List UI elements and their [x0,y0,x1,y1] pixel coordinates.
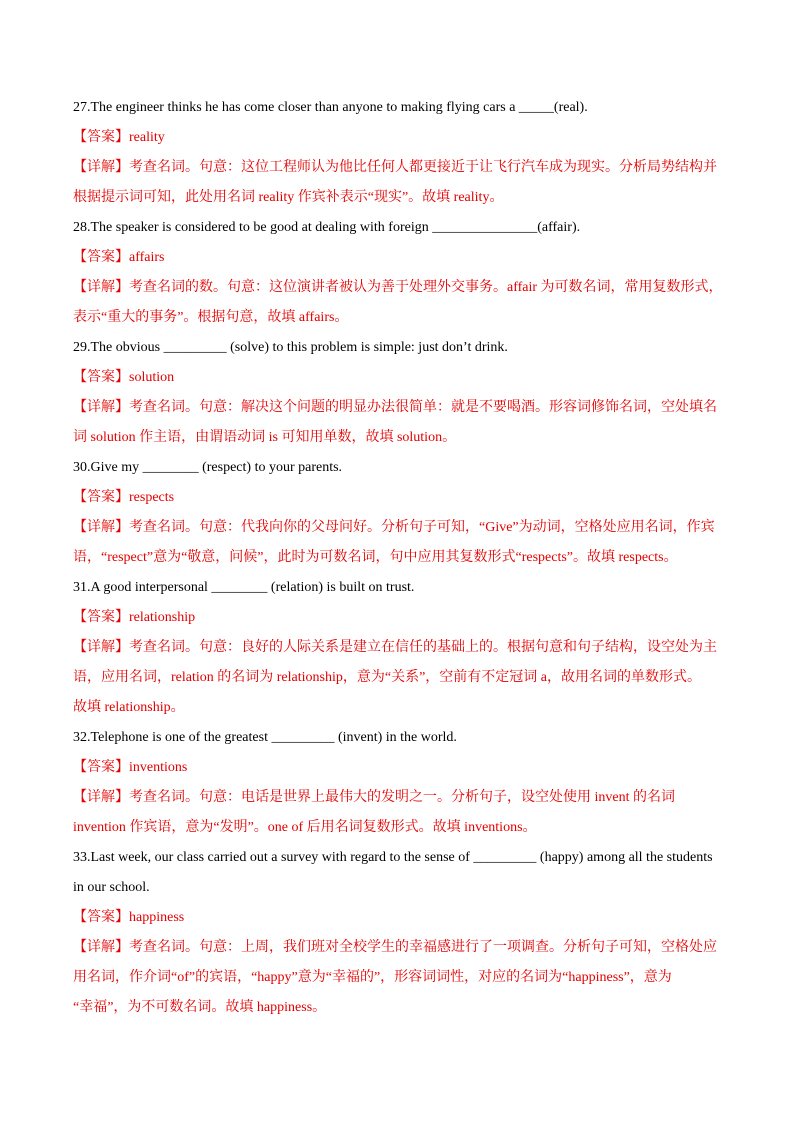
explanation-line: 【详解】考查名词。句意：解决这个问题的明显办法很简单：就是不要喝酒。形容词修饰名词，空处填名 [73,400,717,415]
exercise-list [73,93,733,1023]
question-text: in our school. [73,880,150,895]
explanation-line: 词 solution 作主语，由谓语动词 is 可知用单数，故填 solution。 [73,430,457,445]
explanation-line: 【详解】考查名词。句意：代我向你的父母问好。分析句子可知，“Give”为动词，空格处应用名词，作宾 [73,520,715,535]
answer-text: 【答案】respects [73,490,175,505]
explanation-line: 用名词，作介词“of”的宾语，“happy”意为“幸福的”，形容词词性，对应的名词为“happiness”，意为 [73,970,672,985]
question-text: 27.The engineer thinks he has come closer than anyone to making flying cars a _____(real). [73,100,588,115]
answer-text: 【答案】affairs [73,250,165,265]
answer-text: 【答案】solution [73,370,175,385]
explanation-line: 【详解】考查名词。句意：这位工程师认为他比任何人都更接近于让飞行汽车成为现实。分析局势结构并 [73,160,717,175]
question-text: 32.Telephone is one of the greatest _________ (invent) in the world. [73,730,457,745]
explanation-line: 【详解】考查名词。句意：上周，我们班对全校学生的幸福感进行了一项调查。分析句子可知，空格处应 [73,940,717,955]
question-text: 30.Give my ________ (respect) to your parents. [73,460,343,475]
exercise-item-27 [73,93,733,213]
explanation-line: 语，应用名词，relation 的名词为 relationship，意为“关系”，空前有不定冠词 a，故用名词的单数形式。 [73,670,701,685]
explanation-line: invention 作宾语，意为“发明”。one of 后用名词复数形式。故填 inventions。 [73,820,537,835]
question-text: 33.Last week, our class carried out a survey with regard to the sense of _________ (happy) among all the students [73,850,713,865]
exercise-item-28 [73,213,733,333]
exercise-item-31 [73,573,733,723]
explanation-line: 【详解】考查名词。句意：电话是世界上最伟大的发明之一。分析句子，设空处使用 invent 的名词 [73,790,675,805]
explanation-line: 【详解】考查名词。句意：良好的人际关系是建立在信任的基础上的。根据句意和句子结构，设空处为主 [73,640,717,655]
question-text: 28.The speaker is considered to be good at dealing with foreign _______________(affair). [73,220,581,235]
exercise-item-32 [73,723,733,843]
question-text: 31.A good interpersonal ________ (relation) is built on trust. [73,580,415,595]
exercise-item-30 [73,453,733,573]
answer-text: 【答案】relationship [73,610,196,625]
exercise-item-33 [73,843,733,1023]
answer-text: 【答案】reality [73,130,165,145]
explanation-line: “幸福”，为不可数名词。故填 happiness。 [73,1000,327,1015]
question-text: 29.The obvious _________ (solve) to this problem is simple: just don’t drink. [73,340,508,355]
answer-text: 【答案】inventions [73,760,188,775]
explanation-line: 表示“重大的事务”。根据句意，故填 affairs。 [73,310,349,325]
explanation-line: 根据提示词可知，此处用名词 reality 作宾补表示“现实”。故填 reality。 [73,190,504,205]
explanation-line: 故填 relationship。 [73,700,185,715]
explanation-line: 语，“respect”意为“敬意，问候”，此时为可数名词，句中应用其复数形式“respects”。故填 respects。 [73,550,678,565]
answer-text: 【答案】happiness [73,910,185,925]
explanation-line: 【详解】考查名词的数。句意：这位演讲者被认为善于处理外交事务。affair 为可数名词，常用复数形式， [73,280,723,295]
exercise-item-29 [73,333,733,453]
